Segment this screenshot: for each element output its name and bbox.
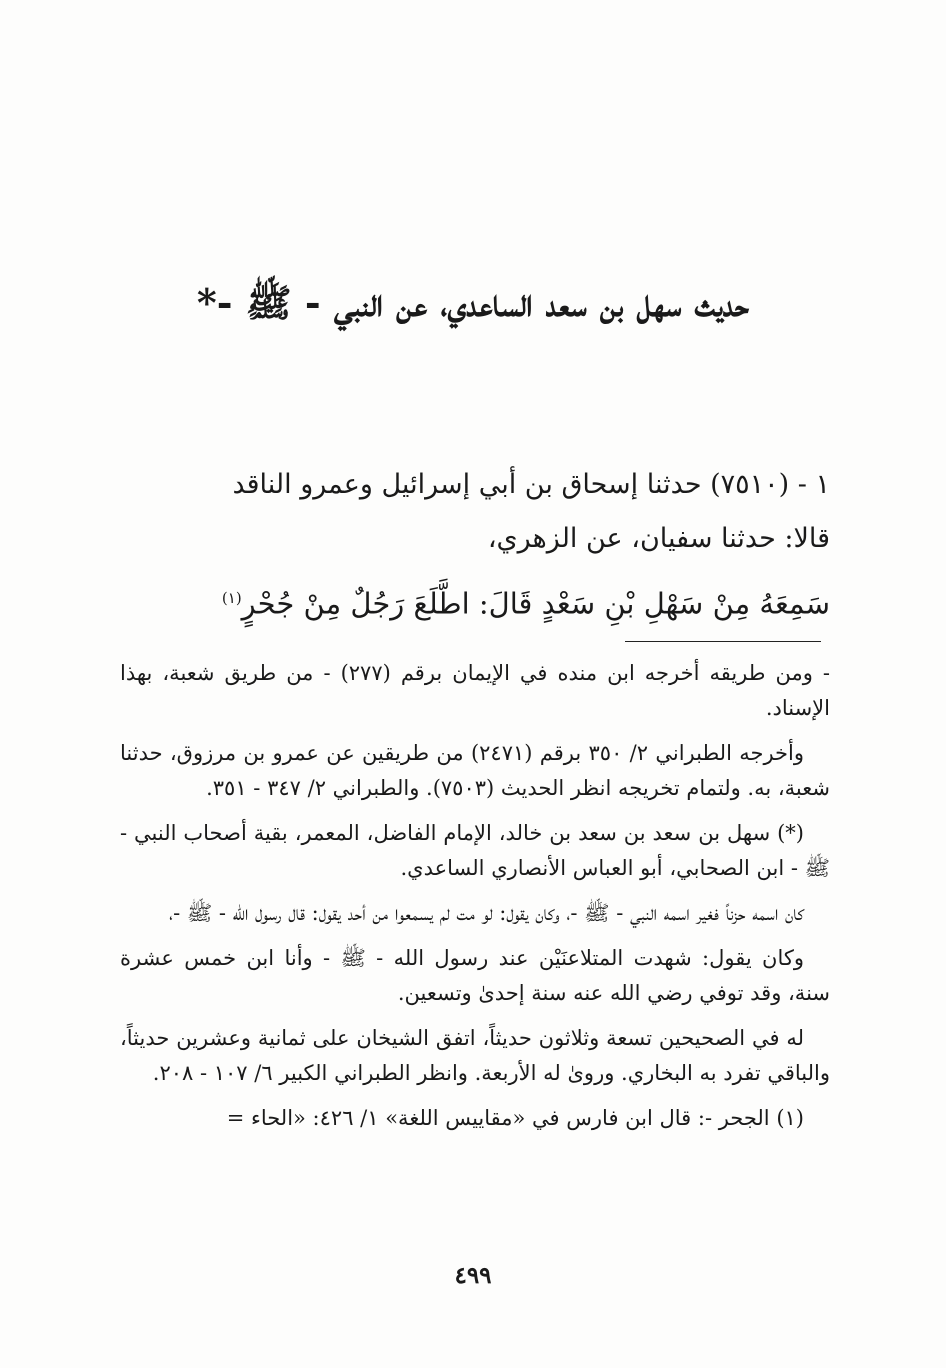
footnote-paragraph: (*) سهل بن سعد بن سعد بن خالد، الإمام الفاضل، المعمر، بقية أصحاب النبي - ﷺ - ابن الصحابي، أبو العباس الأنصاري الساعدي. — [120, 821, 830, 880]
page-number: ٤٩٩ — [454, 1262, 492, 1289]
chapter-title: حديث سهل بن سعد الساعدي، عن النبي - ﷺ -* — [196, 280, 750, 325]
footnote-paragraph: وكان يقول: شهدت المتلاعنَيْن عند رسول الله - ﷺ - وأنا ابن خمس عشرة سنة، وقد توفي رضي الله عنه سنة إحدىٰ وتسعين. — [120, 946, 830, 1005]
footnote-separator — [625, 641, 821, 642]
footnote-paragraph: (١) الجحر -: قال ابن فارس في «مقاييس اللغة» ١/ ٤٢٦: «الحاء = — [226, 1106, 804, 1130]
footnote-paragraph: وأخرجه الطبراني ٢/ ٣٥٠ برقم (٢٤٧١) من طريقين عن عمرو بن مرزوق، حدثنا شعبة، به. ولتمام تخريجه انظر الحديث (٧٥٠٣). والطبراني ٢/ ٣٤٧ - ٣٥١. — [120, 741, 830, 800]
hadith-line-2: قالا: حدثنا سفيان، عن الزهري، — [487, 523, 830, 554]
footnote-paragraph: له في الصحيحين تسعة وثلاثون حديثاً، اتفق الشيخان على ثمانية وعشرين حديثاً، والباقي تفرد به البخاري. وروىٰ له الأربعة. وانظر الطبراني الكبير ٦/ ١٠٧ - ٢٠٨. — [120, 1026, 830, 1085]
hadith-quote-text: سَمِعَهُ مِنْ سَهْلِ بْنِ سَعْدٍ قَالَ: اطَّلَعَ رَجُلٌ مِنْ جُحْرٍ — [241, 586, 830, 621]
hadith-text — [110, 458, 830, 636]
footnote-paragraph: - ومن طريقه أخرجه ابن منده في الإيمان برقم (٢٧٧) - من طريق شعبة، بهذا الإسناد. — [120, 661, 830, 720]
hadith-line-1: ١ - (٧٥١٠) حدثنا إسحاق بن أبي إسرائيل وعمرو الناقد — [232, 469, 830, 500]
footnote-paragraph: كان اسمه حزناً فغير اسمه النبي - ﷺ -، وكان يقول: لو مت لم يسمعوا من أحد يقول: قال رسول الله - ﷺ -، — [169, 901, 804, 925]
hadith-quote — [110, 566, 830, 636]
footnotes — [120, 656, 830, 1146]
footnote-marker: (١) — [221, 589, 242, 607]
